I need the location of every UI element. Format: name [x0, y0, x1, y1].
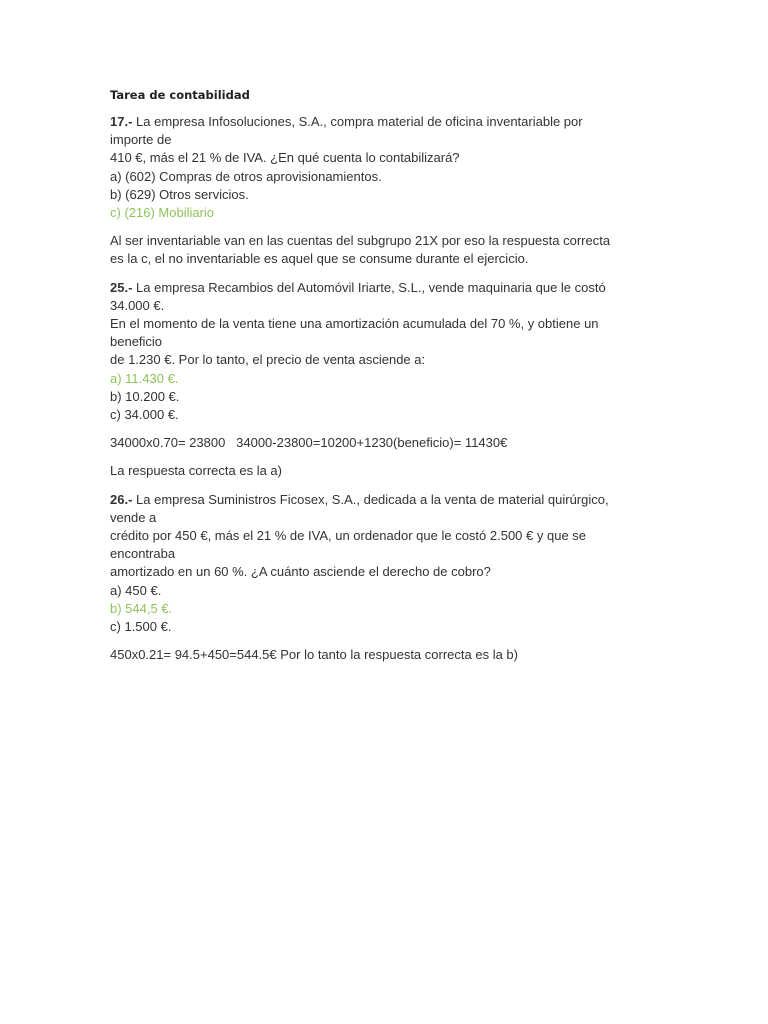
question-25-text-2: 34.000 €. — [110, 297, 165, 313]
question-25-line1 — [110, 279, 650, 297]
question-26-text-5: amortizado en un 60 %. ¿A cuánto asciende el derecho de cobro? — [110, 564, 491, 580]
question-17-text-1: La empresa Infosoluciones, S.A., compra material de oficina inventariable por — [132, 114, 583, 129]
document-page — [110, 86, 650, 674]
question-17-text-2: importe de — [110, 132, 172, 148]
question-17-text-3: 410 €, más el 21 % de IVA. ¿En qué cuenta lo contabilizará? — [110, 150, 460, 166]
question-25-text-5: de 1.230 €. Por lo tanto, el precio de venta asciende a: — [110, 352, 426, 368]
question-17-explanation-2: es la c, el no inventariable es aquel que se consume durante el ejercicio. — [110, 251, 529, 267]
question-17 — [110, 113, 650, 222]
document-title: Tarea de contabilidad — [110, 88, 250, 102]
question-17-explanation-1: Al ser inventariable van en las cuentas del subgrupo 21X por eso la respuesta correcta — [110, 233, 611, 249]
question-25-option-b: b) 10.200 €. — [110, 388, 180, 404]
question-26-option-b-correct: b) 544,5 €. — [110, 600, 173, 616]
question-26-calculation — [110, 646, 650, 664]
question-26-text-4: encontraba — [110, 546, 176, 562]
question-17-option-a: a) (602) Compras de otros aprovisionamientos. — [110, 168, 382, 184]
question-26-option-a: a) 450 €. — [110, 582, 162, 598]
question-17-number: 17.- — [110, 114, 133, 129]
question-26-text-3: crédito por 450 €, más el 21 % de IVA, un ordenador que le costó 2.500 € y que se — [110, 528, 587, 544]
question-25-text-1: La empresa Recambios del Automóvil Iriarte, S.L., vende maquinaria que le costó — [132, 279, 606, 295]
question-26 — [110, 491, 650, 637]
question-26-text-1: La empresa Suministros Ficosex, S.A., dedicada a la venta de material quirúrgico, — [132, 491, 609, 507]
question-26-number: 26.- — [110, 491, 133, 507]
question-26-option-c: c) 1.500 €. — [110, 619, 172, 635]
question-25-calculation — [110, 434, 650, 452]
question-26-calculation-text: 450x0.21= 94.5+450=544.5€ Por lo tanto la respuesta correcta es la b) — [110, 647, 518, 663]
question-25-text-4: beneficio — [110, 334, 163, 350]
question-25 — [110, 279, 650, 425]
question-25-number: 25.- — [110, 279, 133, 295]
question-26-line1 — [110, 491, 650, 509]
question-25-text-3: En el momento de la venta tiene una amortización acumulada del 70 %, y obtiene un — [110, 316, 599, 332]
question-25-calculation-text: 34000x0.70= 23800 34000-23800=10200+1230(beneficio)= 11430€ — [110, 435, 508, 451]
question-25-option-c: c) 34.000 €. — [110, 407, 179, 423]
question-25-answer-text: La respuesta correcta es la a) — [110, 463, 282, 479]
question-25-answer — [110, 462, 650, 480]
question-26-text-2: vende a — [110, 509, 157, 525]
question-17-option-b: b) (629) Otros servicios. — [110, 186, 249, 202]
question-17-option-c-correct: c) (216) Mobiliario — [110, 205, 215, 221]
question-17-explanation — [110, 232, 650, 268]
question-25-option-a-correct: a) 11.430 €. — [110, 370, 179, 386]
question-17-line1 — [110, 113, 650, 131]
